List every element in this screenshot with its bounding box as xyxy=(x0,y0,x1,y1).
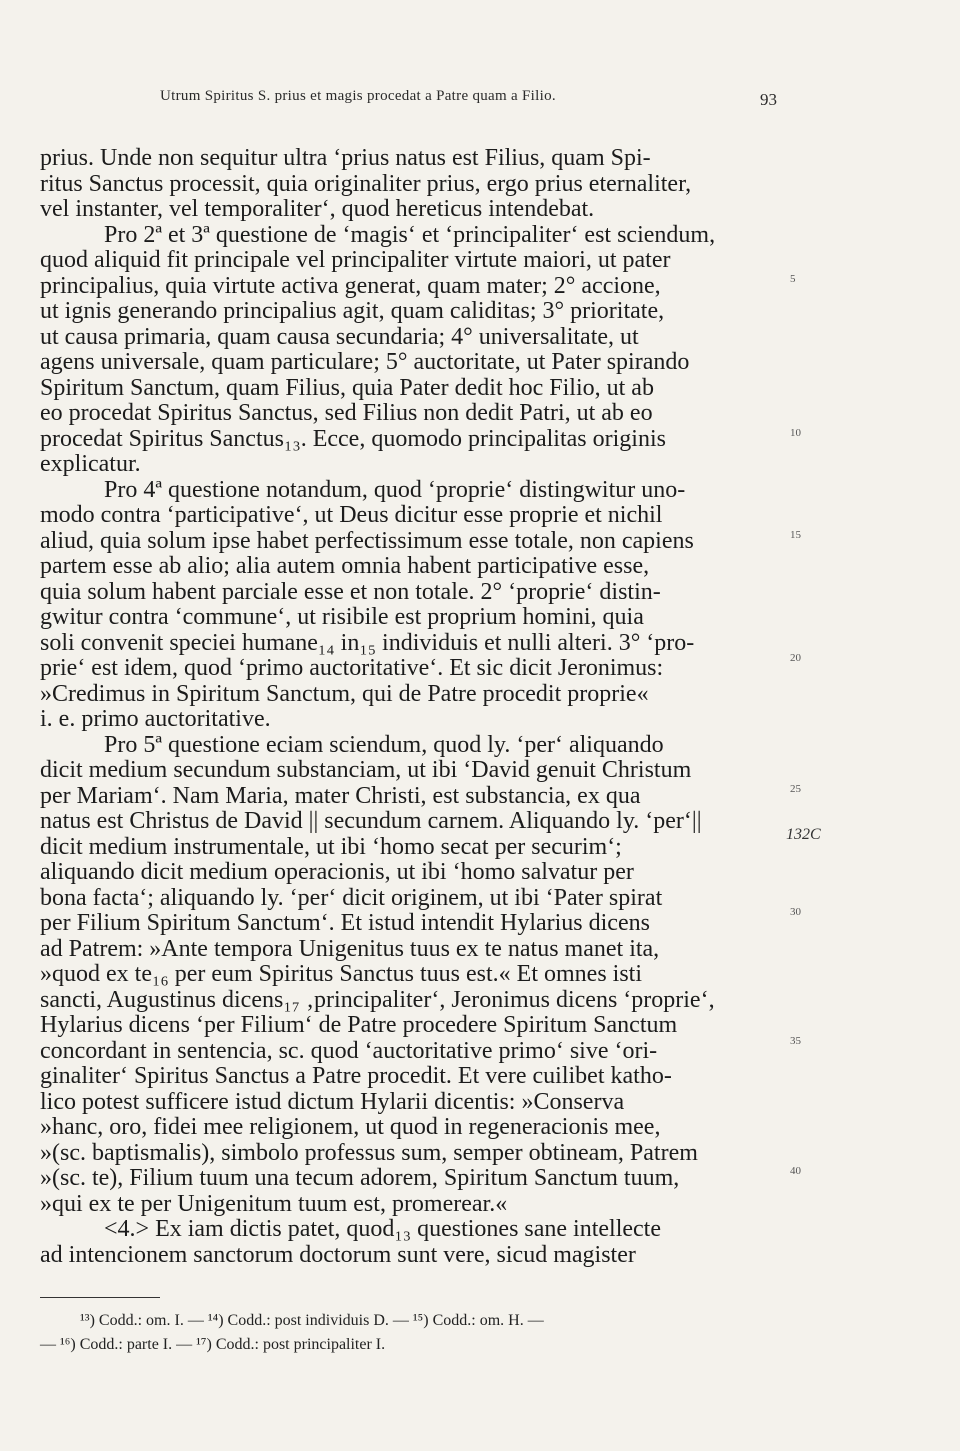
text-line: <4.> Ex iam dictis patet, quod₁₃ questiones sane intellecte xyxy=(104,1216,662,1242)
text-line: vel instanter, vel temporaliter‘, quod hereticus intendebat. xyxy=(40,196,595,222)
text-line: i. e. primo auctoritative. xyxy=(40,706,271,732)
text-line: »quod ex te₁₆ per eum Spiritus Sanctus tuus est.« Et omnes isti xyxy=(40,961,643,987)
text-line: Pro 2ª et 3ª questione de ‘magis‘ et ‘principaliter‘ est sciendum, xyxy=(104,221,716,248)
line-number-margin: 30 xyxy=(790,906,801,918)
main-text xyxy=(40,146,780,1268)
text-line: Hylarius dicens ‘per Filium‘ de Patre procedere Spiritum Sanctum xyxy=(40,1012,678,1038)
text-line: aliud, quia solum ipse habet perfectissimum esse totale, non capiens xyxy=(40,527,694,554)
text-line: ritus Sanctus processit, quia originaliter prius, ergo prius eternaliter, xyxy=(40,170,692,197)
text-line: bona facta‘; aliquando ly. ‘per‘ dicit originem, ut ibi ‘Pater spirat xyxy=(40,884,663,911)
text-line: Pro 5ª questione eciam sciendum, quod ly. ‘per‘ aliquando xyxy=(104,731,664,758)
text-line: quod aliquid fit principale vel principaliter virtute maiori, ut pater xyxy=(40,247,671,273)
footnote-line: — ¹⁶) Codd.: parte I. — ¹⁷) Codd.: post principaliter I. xyxy=(40,1336,386,1353)
footnote-line: ¹³) Codd.: om. I. — ¹⁴) Codd.: post individuis D. — ¹⁵) Codd.: om. H. — xyxy=(80,1312,544,1329)
line-number-margin: 5 xyxy=(790,273,796,285)
text-line: per Mariam‘. Nam Maria, mater Christi, est substancia, ex qua xyxy=(40,782,641,809)
text-line: soli convenit speciei humane₁₄ in₁₅ individuis et nulli alteri. 3° ‘pro- xyxy=(40,629,695,656)
text-line: Spiritum Sanctum, quam Filius, quia Pater dedit hoc Filio, ut ab xyxy=(40,374,654,401)
text-line: ginaliter‘ Spiritus Sanctus a Patre procedit. Et vere cuilibet katho- xyxy=(40,1063,672,1089)
line-number-margin: 15 xyxy=(790,529,801,541)
text-line: »hanc, oro, fidei mee religionem, ut quod in regeneracionis mee, xyxy=(40,1114,661,1140)
text-line: ut ignis generando principalius agit, quam caliditas; 3° prioritate, xyxy=(40,298,665,324)
text-line: lico potest sufficere istud dictum Hylarii dicentis: »Conserva xyxy=(40,1088,625,1115)
text-line: ad intencionem sanctorum doctorum sunt vere, sicud magister xyxy=(40,1241,636,1268)
text-line: eo procedat Spiritus Sanctus, sed Filius non dedit Patri, ut ab eo xyxy=(40,400,653,426)
text-line: prie‘ est idem, quod ‘primo auctoritative‘. Et sic dicit Jeronimus: xyxy=(40,655,664,681)
text-line: dicit medium secundum substanciam, ut ibi ‘David genuit Christum xyxy=(40,757,692,783)
text-line: explicatur. xyxy=(40,451,141,477)
text-line: dicit medium instrumentale, ut ibi ‘homo secat per securim‘; xyxy=(40,833,622,860)
line-number-margin: 10 xyxy=(790,427,801,439)
text-line: concordant in sentencia, sc. quod ‘auctoritative primo‘ sive ‘ori- xyxy=(40,1037,658,1064)
text-line: per Filium Spiritum Sanctum‘. Et istud intendit Hylarius dicens xyxy=(40,910,650,936)
text-line: »(sc. te), Filium tuum una tecum adorem, Spiritum Sanctum tuum, xyxy=(40,1165,680,1191)
text-line: sancti, Augustinus dicens₁₇ ‚principaliter‘, Jeronimus dicens ‘proprie‘, xyxy=(40,986,715,1013)
page-number: 93 xyxy=(760,90,777,109)
folio-marker: 132C xyxy=(786,826,821,843)
text-line: procedat Spiritus Sanctus₁₃. Ecce, quomodo principalitas originis xyxy=(40,425,666,452)
line-number-margin: 25 xyxy=(790,783,801,795)
footnote-rule xyxy=(40,1297,160,1298)
text-line: quia solum habent parciale esse et non totale. 2° ‘proprie‘ distin- xyxy=(40,578,661,605)
line-number-margin: 20 xyxy=(790,652,801,664)
text-line: gwitur contra ‘commune‘, ut risibile est proprium homini, quia xyxy=(40,604,644,630)
text-line: principalius, quia virtute activa generat, quam mater; 2° accione, xyxy=(40,272,661,299)
line-number-margin: 40 xyxy=(790,1165,801,1177)
running-header: Utrum Spiritus S. prius et magis procedat a Patre quam a Filio. xyxy=(160,88,556,104)
text-line: »Credimus in Spiritum Sanctum, qui de Patre procedit proprie« xyxy=(40,680,649,707)
line-number-margin: 35 xyxy=(790,1035,801,1047)
text-line: natus est Christus de David || secundum carnem. Aliquando ly. ‘per‘|| xyxy=(40,808,702,834)
text-line: »(sc. baptismalis), simbolo professus sum, semper obtineam, Patrem xyxy=(40,1139,698,1166)
text-line: ut causa primaria, quam causa secundaria; 4° universalitate, ut xyxy=(40,323,639,350)
text-line: partem esse ab alio; alia autem omnia habent participative esse, xyxy=(40,553,650,579)
text-line: »qui ex te per Unigenitum tuum est, promerear.« xyxy=(40,1190,508,1217)
text-line: agens universale, quam particulare; 5° auctoritate, ut Pater spirando xyxy=(40,349,690,375)
text-line: modo contra ‘participative‘, ut Deus dicitur esse proprie et nichil xyxy=(40,502,663,528)
text-line: aliquando dicit medium operacionis, ut ibi ‘homo salvatur per xyxy=(40,859,634,885)
text-line: ad Patrem: »Ante tempora Unigenitus tuus ex te natus manet ita, xyxy=(40,935,660,962)
text-line: prius. Unde non sequitur ultra ‘prius natus est Filius, quam Spi- xyxy=(40,145,651,171)
text-line: Pro 4ª questione notandum, quod ‘proprie‘ distingwitur uno- xyxy=(104,476,686,503)
